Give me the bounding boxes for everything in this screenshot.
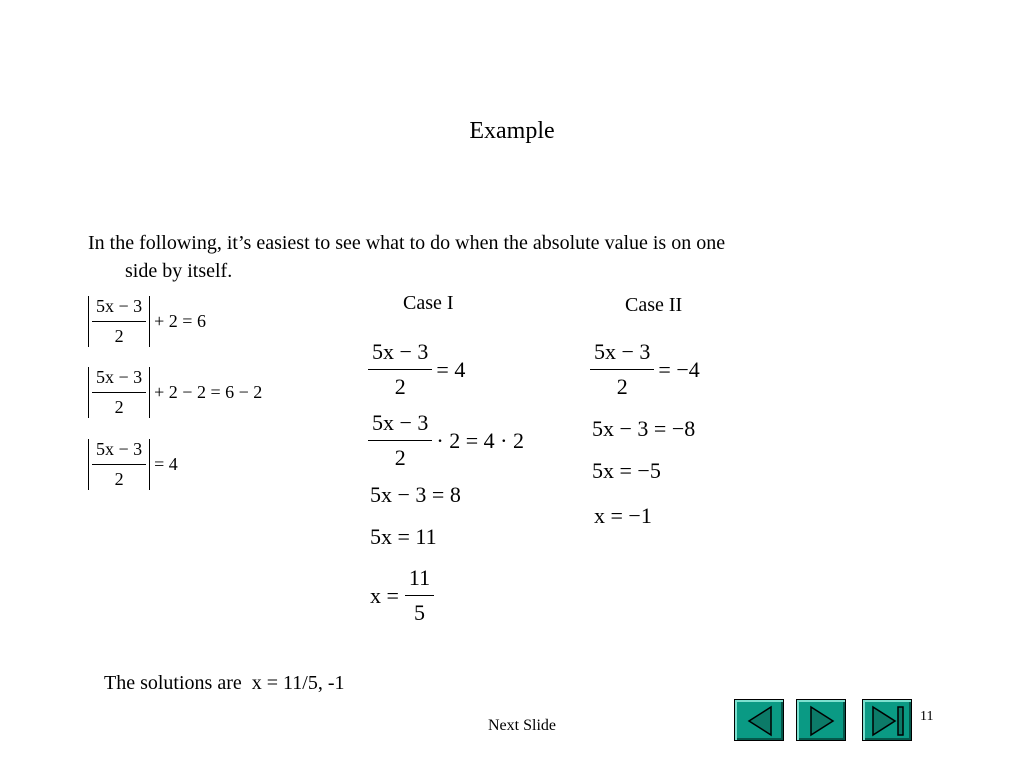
fraction-bar [368,440,432,441]
denominator: 2 [394,445,406,470]
left-equation-2 [88,367,262,418]
case-1-equation-2 [368,410,524,471]
equation-rest: = 4 [436,356,466,382]
case-2-label: Case II [625,294,683,316]
left-equation-3 [88,439,178,490]
skip-end-icon [863,700,913,742]
case-2-equation-3: 5x = −5 [592,458,661,483]
equation-rest: · 2 = 4 · 2 [436,427,524,453]
case-1-label: Case I [403,292,454,314]
denominator: 2 [114,397,124,417]
triangle-left-icon [735,700,785,742]
fraction-bar [405,595,434,596]
numerator: 5x − 3 [96,439,143,459]
intro-line-2: side by itself. [125,260,233,282]
denominator: 2 [394,374,406,399]
absolute-value-bars [88,296,150,347]
triangle-right-icon [797,700,847,742]
case-2-equation-4: x = −1 [594,503,652,528]
page-number: 11 [920,709,934,724]
last-slide-button[interactable] [862,699,912,741]
denominator: 2 [114,469,124,489]
fraction-bar [590,369,654,370]
numerator: 5x − 3 [96,367,143,387]
left-equation-1 [88,296,206,347]
next-slide-link[interactable]: Next Slide [488,717,556,734]
absolute-value-bars [88,439,150,490]
fraction-bar [92,321,146,322]
fraction-bar [92,392,146,393]
denominator: 2 [616,374,628,399]
absolute-value-bars [88,367,150,418]
intro-text [88,229,928,285]
case-1-equation-1 [368,339,465,400]
fraction-bar [368,369,432,370]
next-slide-button[interactable] [796,699,846,741]
case-1-equation-5 [370,565,434,626]
equation-rest: + 2 − 2 = 6 − 2 [154,382,263,402]
intro-line-1: In the following, it’s easiest to see what to do when the absolute value is on one [88,232,726,254]
numerator: 5x − 3 [372,339,429,364]
denominator: 5 [414,600,426,625]
denominator: 2 [114,326,124,346]
case-1-equation-3: 5x − 3 = 8 [370,482,461,507]
numerator: 11 [408,565,431,590]
fraction-bar [92,464,146,465]
equation-lhs: x = [370,582,399,608]
equation-rest: = −4 [658,356,700,382]
case-1-equation-4: 5x = 11 [370,524,437,549]
numerator: 5x − 3 [96,296,143,316]
equation-rest: = 4 [154,454,178,474]
previous-slide-button[interactable] [734,699,784,741]
case-2-equation-2: 5x − 3 = −8 [592,416,696,441]
numerator: 5x − 3 [372,410,429,435]
equation-rest: + 2 = 6 [154,311,206,331]
case-2-equation-1 [590,339,700,400]
solutions-text: The solutions are x = 11/5, -1 [104,672,345,694]
slide-title: Example [469,118,555,144]
numerator: 5x − 3 [594,339,651,364]
